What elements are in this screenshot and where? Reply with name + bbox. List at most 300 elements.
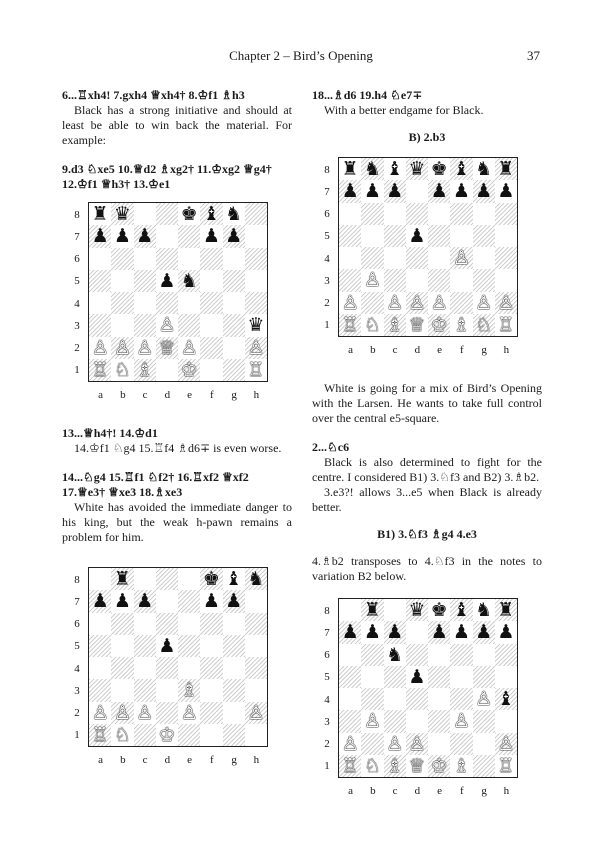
board-square — [156, 590, 178, 612]
chess-piece: ♟ — [430, 621, 448, 644]
file-label: h — [503, 785, 510, 797]
chess-piece: ♟ — [386, 621, 404, 644]
chess-piece: ♜ — [497, 158, 515, 180]
chess-piece: ♔ — [430, 313, 448, 336]
board-square — [406, 269, 428, 291]
board-square — [223, 248, 245, 270]
board-square — [156, 203, 178, 225]
board-square — [384, 599, 406, 621]
chess-piece: ♞ — [180, 269, 198, 292]
rank-label: 4 — [324, 693, 330, 706]
chess-piece: ♖ — [247, 358, 265, 381]
board-square — [156, 657, 178, 679]
move-line: 6...♖xh4! 7.gxh4 ♕xh4† 8.♔f1 ♗h3 — [62, 88, 245, 102]
board-square — [473, 666, 495, 688]
board-square — [111, 679, 133, 701]
board-square — [223, 702, 245, 724]
chess-piece: ♙ — [136, 701, 154, 724]
chess-piece: ♟ — [202, 590, 220, 613]
board-square — [178, 248, 200, 270]
board-square — [134, 270, 156, 292]
board-square — [223, 724, 245, 746]
right-column — [312, 88, 542, 822]
board-square — [200, 679, 222, 701]
chess-piece: ♟ — [386, 180, 404, 203]
file-label: c — [392, 344, 398, 356]
chess-piece: ♟ — [497, 180, 515, 203]
chess-piece: ♚ — [180, 203, 198, 225]
chess-piece: ♟ — [430, 180, 448, 203]
board-square — [111, 292, 133, 314]
chess-piece: ♙ — [497, 291, 515, 314]
board-square — [495, 644, 517, 666]
board-square — [495, 269, 517, 291]
chess-piece: ♟ — [363, 621, 381, 644]
board-square — [473, 710, 495, 732]
board-square — [89, 270, 111, 292]
rank-label: 3 — [324, 274, 330, 287]
board-square — [361, 733, 383, 755]
rank-label: 1 — [324, 319, 330, 332]
board-square — [428, 644, 450, 666]
chess-piece: ♟ — [452, 621, 470, 644]
board-square — [156, 679, 178, 701]
chess-piece: ♟ — [158, 634, 176, 657]
board-square — [223, 337, 245, 359]
board-square — [200, 702, 222, 724]
board-square — [223, 359, 245, 381]
chess-piece: ♟ — [91, 590, 109, 613]
rank-label: 8 — [324, 163, 330, 176]
file-label: d — [414, 785, 421, 797]
board-square — [134, 635, 156, 657]
commentary: 3.e3?! allows 3...e5 when Black is already better. — [312, 485, 542, 514]
board-square — [200, 613, 222, 635]
board-square — [361, 225, 383, 247]
rank-label: 8 — [74, 573, 80, 586]
board-square — [245, 248, 267, 270]
chess-piece: ♖ — [497, 754, 515, 777]
board-square — [156, 613, 178, 635]
board-square — [223, 657, 245, 679]
chess-piece: ♟ — [225, 590, 243, 613]
chess-piece: ♚ — [202, 568, 220, 590]
file-label: a — [348, 785, 354, 797]
file-label: g — [231, 754, 237, 766]
board-square — [245, 270, 267, 292]
chess-piece: ♕ — [408, 754, 426, 777]
file-label: c — [142, 754, 148, 766]
chess-piece: ♟ — [475, 621, 493, 644]
board-square — [223, 314, 245, 336]
file-label: b — [120, 754, 126, 766]
board-square — [178, 568, 200, 590]
board-square — [428, 247, 450, 269]
chess-piece: ♟ — [408, 224, 426, 247]
board-square — [111, 314, 133, 336]
chess-piece: ♙ — [475, 688, 493, 710]
board-square — [245, 292, 267, 314]
board-square — [384, 269, 406, 291]
move-line: 14...♘g4 15.♖f1 ♘f2† 16.♖xf2 ♕xf2 17.♕e3† ♕xe3 18.♗xe3 — [62, 470, 249, 499]
move-line: 18...♗d6 19.h4 ♘e7∓ — [312, 88, 423, 102]
board-square — [384, 225, 406, 247]
rank-label: 2 — [324, 297, 330, 309]
board-square — [223, 635, 245, 657]
board-square — [245, 635, 267, 657]
board-square — [89, 292, 111, 314]
file-label: d — [164, 389, 171, 401]
chess-piece: ♟ — [341, 180, 359, 203]
board-square — [156, 702, 178, 724]
chess-piece: ♟ — [341, 621, 359, 644]
chess-piece: ♞ — [225, 203, 243, 225]
chess-piece: ♟ — [113, 590, 131, 613]
file-label: b — [120, 389, 126, 401]
chess-piece: ♖ — [91, 358, 109, 381]
rank-label: 4 — [74, 662, 80, 675]
commentary: White has avoided the immediate danger to his king, but the weak h-pawn remains a problem for him. — [62, 500, 292, 544]
board-square — [428, 710, 450, 732]
board-square — [89, 635, 111, 657]
chess-piece: ♜ — [91, 203, 109, 225]
board-square — [156, 292, 178, 314]
board-square — [428, 269, 450, 291]
board-square — [495, 247, 517, 269]
chess-piece: ♙ — [247, 701, 265, 724]
chess-piece: ♗ — [136, 358, 154, 381]
chess-piece: ♗ — [180, 679, 198, 702]
board-square — [200, 248, 222, 270]
commentary: Black is also determined to fight for the centre. I considered B1) 3.♘f3 and B2) 3.♗b2. — [312, 455, 542, 484]
board-square — [361, 292, 383, 314]
chess-piece: ♝ — [452, 599, 470, 621]
rank-label: 8 — [74, 208, 80, 221]
chess-piece: ♙ — [497, 732, 515, 755]
board-square — [495, 203, 517, 225]
move-line: 13...♕h4†! 14.♔d1 — [62, 426, 158, 440]
board-square — [245, 225, 267, 247]
chess-diagram — [312, 157, 542, 373]
commentary: With a better endgame for Black. — [324, 103, 484, 117]
board-square — [200, 724, 222, 746]
board-square — [200, 657, 222, 679]
commentary: 4.♗b2 transposes to 4.♘f3 in the notes to variation B2 below. — [312, 554, 542, 583]
board-square — [223, 270, 245, 292]
file-label: e — [437, 344, 443, 356]
file-label: h — [253, 389, 260, 401]
board-square — [245, 657, 267, 679]
chess-piece: ♟ — [91, 225, 109, 248]
file-label: a — [348, 344, 354, 356]
chess-piece: ♟ — [136, 225, 154, 248]
board-square — [245, 679, 267, 701]
chess-piece: ♚ — [430, 158, 448, 180]
board-square — [200, 635, 222, 657]
page-number: 37 — [527, 48, 540, 63]
chess-piece: ♟ — [475, 180, 493, 203]
board-square — [111, 613, 133, 635]
commentary: Black has a strong initiative and should at least be able to win back the material. For example: — [62, 103, 292, 147]
board-square — [450, 644, 472, 666]
board-square — [339, 644, 361, 666]
board-square — [200, 270, 222, 292]
board-square — [339, 688, 361, 710]
file-label: f — [460, 344, 464, 356]
board-square — [134, 568, 156, 590]
rank-label: 6 — [324, 208, 330, 220]
running-header — [62, 48, 540, 66]
chess-piece: ♙ — [91, 701, 109, 724]
board-square — [473, 755, 495, 777]
file-label: d — [414, 344, 421, 356]
chess-piece: ♟ — [363, 180, 381, 203]
chess-piece: ♞ — [363, 158, 381, 180]
board-square — [339, 269, 361, 291]
board-square — [89, 248, 111, 270]
board-square — [473, 225, 495, 247]
file-label: c — [392, 785, 398, 797]
chess-piece: ♖ — [91, 723, 109, 746]
board-square — [178, 590, 200, 612]
chess-piece: ♙ — [113, 701, 131, 724]
chess-piece: ♝ — [386, 158, 404, 180]
chess-piece: ♙ — [363, 710, 381, 733]
file-label: g — [481, 344, 487, 356]
rank-label: 7 — [74, 595, 80, 608]
board-square — [223, 679, 245, 701]
rank-label: 7 — [74, 230, 80, 243]
board-square — [245, 724, 267, 746]
file-label: e — [187, 389, 193, 401]
board-square — [200, 292, 222, 314]
board-square — [178, 314, 200, 336]
board-square — [245, 590, 267, 612]
chess-piece: ♟ — [202, 225, 220, 248]
board-square — [450, 225, 472, 247]
chess-piece: ♝ — [225, 568, 243, 590]
rank-label: 5 — [74, 275, 80, 288]
board-square — [406, 621, 428, 643]
board-square — [245, 203, 267, 225]
move-line: 9.d3 ♘xe5 10.♕d2 ♗xg2† 11.♔xg2 ♕g4† 12.♔f1 ♕h3† 13.♔e1 — [62, 162, 272, 191]
commentary: White is going for a mix of Bird’s Opening with the Larsen. He wants to take full control over the central e5-square. — [312, 381, 542, 425]
chess-piece: ♜ — [341, 158, 359, 180]
rank-label: 7 — [324, 626, 330, 639]
file-label: e — [437, 785, 443, 797]
rank-label: 6 — [74, 618, 80, 630]
board-square — [473, 733, 495, 755]
board-square — [111, 657, 133, 679]
board-square — [89, 568, 111, 590]
chess-piece: ♚ — [430, 599, 448, 621]
left-column — [62, 88, 292, 791]
board-square — [384, 203, 406, 225]
board-square — [450, 666, 472, 688]
board-square — [339, 225, 361, 247]
rank-label: 1 — [324, 760, 330, 773]
board-square — [406, 710, 428, 732]
chess-piece: ♙ — [341, 732, 359, 755]
chess-piece: ♙ — [363, 269, 381, 292]
board-square — [156, 248, 178, 270]
board-square — [178, 292, 200, 314]
board-square — [384, 247, 406, 269]
board-square — [428, 666, 450, 688]
rank-label: 7 — [324, 185, 330, 198]
chess-piece: ♙ — [341, 291, 359, 314]
board-square — [473, 247, 495, 269]
file-label: f — [460, 785, 464, 797]
chess-piece: ♞ — [386, 643, 404, 666]
board-square — [134, 203, 156, 225]
chess-piece: ♘ — [113, 723, 131, 746]
chess-piece: ♙ — [91, 336, 109, 359]
chess-piece: ♛ — [408, 158, 426, 180]
chess-piece: ♗ — [386, 313, 404, 336]
board-square — [495, 225, 517, 247]
chess-piece: ♙ — [430, 291, 448, 314]
board-square — [134, 679, 156, 701]
chess-piece: ♕ — [158, 336, 176, 359]
board-square — [406, 203, 428, 225]
board-square — [111, 635, 133, 657]
board-square — [178, 225, 200, 247]
board-square — [134, 314, 156, 336]
variation-heading: B1) 3.♘f3 ♗g4 4.e3 — [377, 527, 477, 541]
rank-label: 3 — [74, 684, 80, 697]
chess-piece: ♜ — [497, 599, 515, 621]
board-square — [450, 733, 472, 755]
commentary: 14.♔f1 ♘g4 15.♖f4 ♗d6∓ is even worse. — [74, 441, 282, 455]
file-label: d — [164, 754, 171, 766]
file-label: f — [210, 754, 214, 766]
chess-diagram — [62, 202, 292, 418]
rank-label: 5 — [324, 230, 330, 243]
board-square — [178, 613, 200, 635]
chess-piece: ♖ — [341, 313, 359, 336]
chess-piece: ♟ — [497, 621, 515, 644]
board-square — [450, 269, 472, 291]
rank-label: 5 — [74, 640, 80, 653]
rank-label: 2 — [324, 738, 330, 750]
board-square — [156, 359, 178, 381]
chess-piece: ♖ — [497, 313, 515, 336]
board-square — [450, 203, 472, 225]
chess-piece: ♙ — [158, 314, 176, 337]
board-square — [134, 657, 156, 679]
chessboard — [88, 567, 268, 747]
chess-diagram — [62, 567, 292, 783]
chess-piece: ♔ — [158, 723, 176, 746]
board-square — [473, 269, 495, 291]
chapter-title: Chapter 2 – Bird’s Opening — [229, 48, 373, 63]
board-square — [406, 688, 428, 710]
rank-label: 6 — [324, 649, 330, 661]
chess-piece: ♝ — [202, 203, 220, 225]
chess-piece: ♟ — [225, 225, 243, 248]
board-square — [134, 724, 156, 746]
board-square — [178, 635, 200, 657]
chessboard — [338, 598, 518, 778]
move-line: 2...♘c6 — [312, 440, 350, 454]
chess-piece: ♙ — [180, 701, 198, 724]
rank-label: 2 — [74, 342, 80, 354]
chess-piece: ♙ — [475, 291, 493, 314]
chess-piece: ♞ — [475, 599, 493, 621]
chess-piece: ♜ — [113, 568, 131, 590]
board-square — [450, 292, 472, 314]
board-square — [200, 359, 222, 381]
board-square — [384, 666, 406, 688]
board-square — [495, 666, 517, 688]
board-square — [361, 644, 383, 666]
file-label: b — [370, 785, 376, 797]
rank-label: 2 — [74, 707, 80, 719]
chessboard — [338, 157, 518, 337]
chess-piece: ♟ — [408, 665, 426, 688]
file-label: h — [503, 344, 510, 356]
chess-piece: ♝ — [452, 158, 470, 180]
rank-label: 5 — [324, 671, 330, 684]
file-label: a — [98, 389, 104, 401]
board-square — [134, 292, 156, 314]
chess-piece: ♜ — [363, 599, 381, 621]
board-square — [89, 314, 111, 336]
chess-piece: ♙ — [247, 336, 265, 359]
board-square — [339, 599, 361, 621]
file-label: g — [231, 389, 237, 401]
chess-piece: ♙ — [136, 336, 154, 359]
board-square — [156, 568, 178, 590]
chess-diagram — [312, 598, 542, 814]
chess-piece: ♝ — [497, 688, 515, 710]
file-label: c — [142, 389, 148, 401]
file-label: g — [481, 785, 487, 797]
board-square — [156, 225, 178, 247]
board-square — [134, 613, 156, 635]
board-square — [428, 688, 450, 710]
chess-piece: ♙ — [386, 732, 404, 755]
board-square — [339, 710, 361, 732]
chess-piece: ♖ — [341, 754, 359, 777]
rank-label: 1 — [74, 729, 80, 742]
chess-piece: ♙ — [180, 336, 198, 359]
board-square — [339, 247, 361, 269]
board-square — [134, 248, 156, 270]
board-square — [200, 337, 222, 359]
chess-piece: ♘ — [113, 358, 131, 381]
chess-piece: ♘ — [475, 313, 493, 336]
board-square — [428, 225, 450, 247]
board-square — [428, 203, 450, 225]
file-label: h — [253, 754, 260, 766]
chessboard — [88, 202, 268, 382]
chess-piece: ♘ — [363, 313, 381, 336]
board-square — [361, 688, 383, 710]
chess-piece: ♙ — [408, 291, 426, 314]
rank-label: 6 — [74, 253, 80, 265]
chess-piece: ♙ — [452, 710, 470, 733]
rank-label: 3 — [74, 319, 80, 332]
variation-heading: B) 2.b3 — [408, 130, 446, 144]
rank-label: 8 — [324, 604, 330, 617]
board-square — [245, 613, 267, 635]
board-square — [89, 613, 111, 635]
board-square — [178, 724, 200, 746]
board-square — [384, 710, 406, 732]
chess-piece: ♛ — [247, 314, 265, 337]
